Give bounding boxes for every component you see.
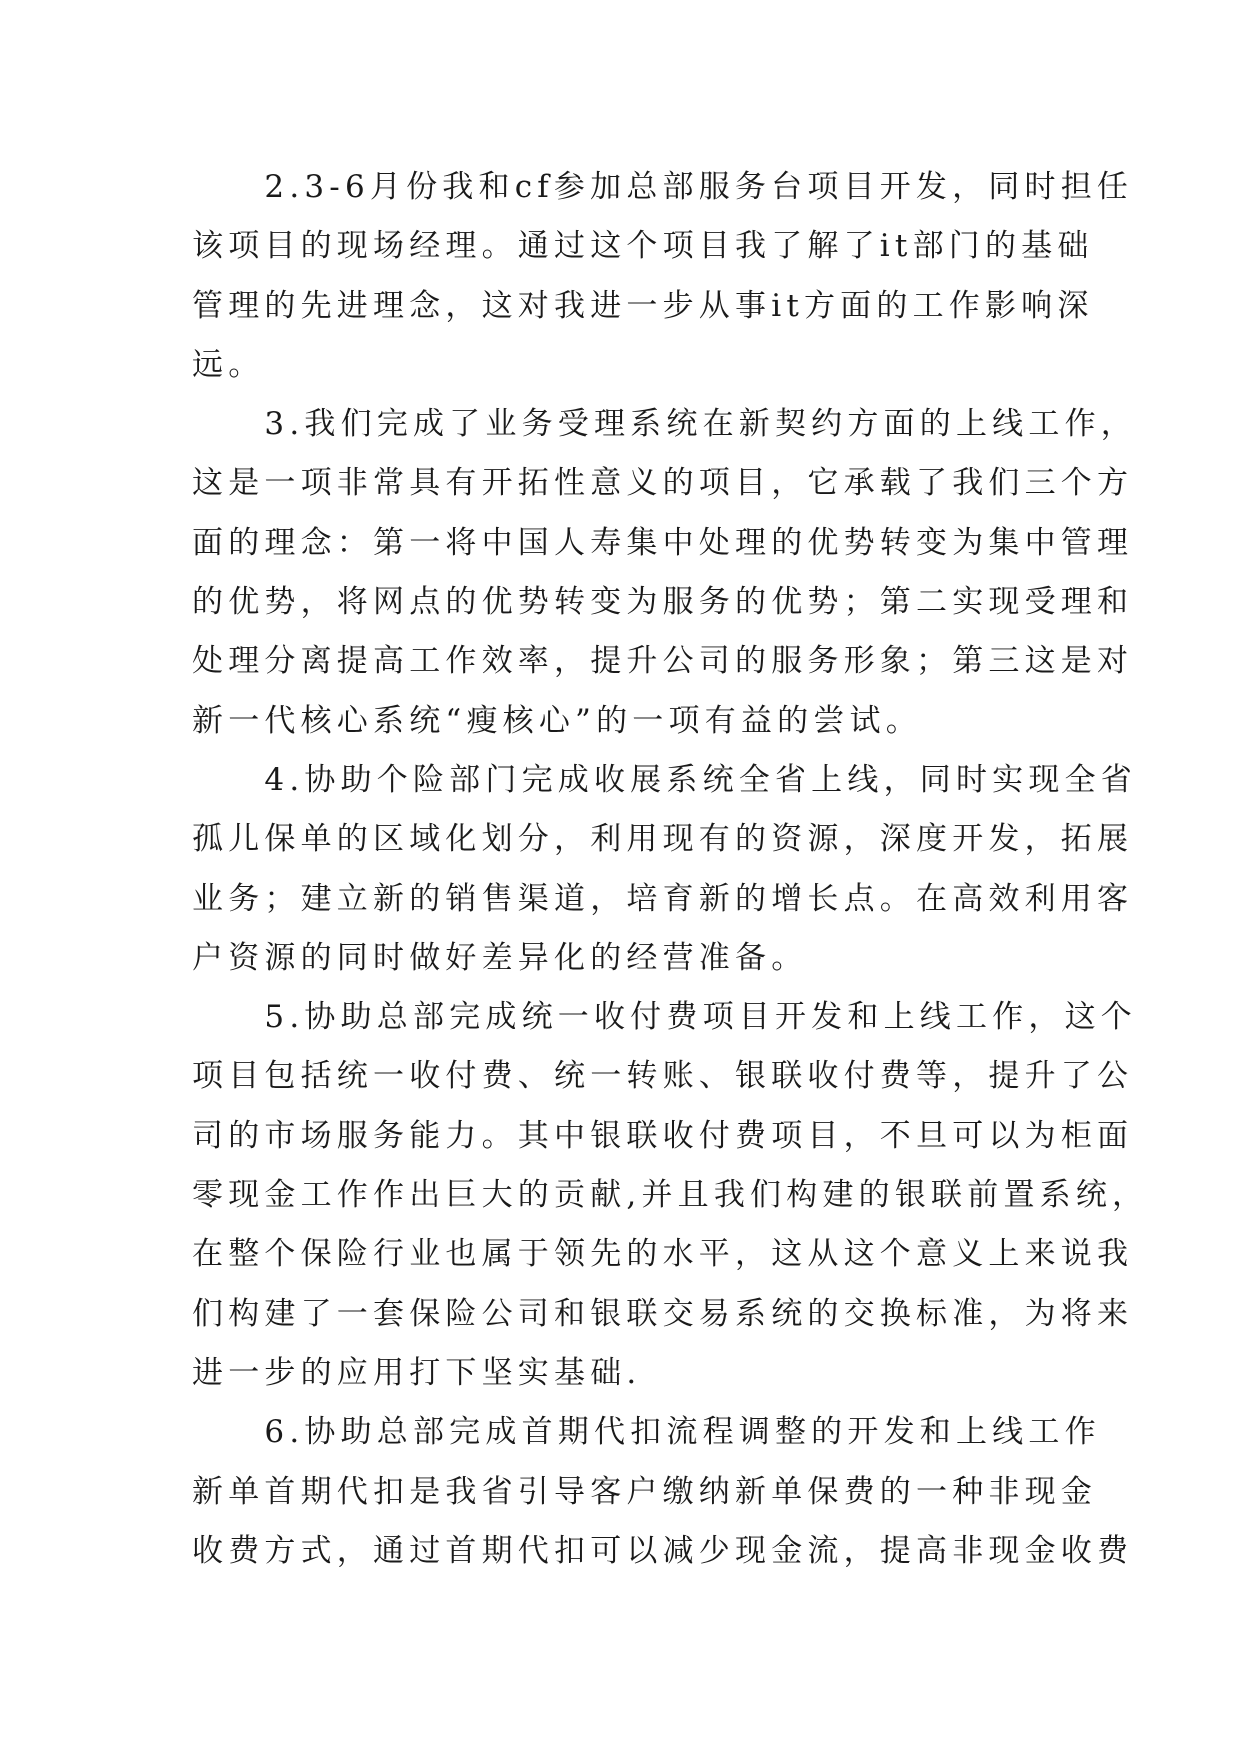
text-line: 2.3-6月份我和cf参加总部服务台项目开发，同时担任 — [192, 169, 1134, 205]
paragraph-5 — [192, 988, 1149, 1403]
text-line: 新单首期代扣是我省引导客户缴纳新单保费的一种非现金 — [192, 1473, 1097, 1510]
text-line: 处理分离提高工作效率，提升公司的服务形象；第三这是对 — [192, 643, 1134, 680]
text-line: 零现金工作作出巨大的贡献,并且我们构建的银联前置系统， — [192, 1177, 1149, 1214]
text-line: 司的市场服务能力。其中银联收付费项目，不旦可以为柜面 — [192, 1117, 1134, 1154]
paragraph-6 — [192, 1403, 1134, 1581]
text-line: 孤儿保单的区域化划分，利用现有的资源，深度开发，拓展 — [192, 821, 1134, 858]
text-line: 项目包括统一收付费、统一转账、银联收付费等，提升了公 — [192, 1058, 1134, 1095]
document-body — [192, 158, 1149, 1581]
text-line: 进一步的应用打下坚实基础. — [192, 1354, 642, 1391]
text-line: 新一代核心系统“瘦核心”的一项有益的尝试。 — [192, 702, 922, 739]
text-line: 们构建了一套保险公司和银联交易系统的交换标准，为将来 — [192, 1295, 1134, 1332]
text-line: 远。 — [192, 346, 265, 383]
text-line: 6.协助总部完成首期代扣流程调整的开发和上线工作 — [192, 1414, 1101, 1451]
text-line: 4.协助个险部门完成收展系统全省上线，同时实现全省 — [192, 761, 1137, 798]
paragraph-4 — [192, 751, 1137, 988]
text-line: 这是一项非常具有开拓性意义的项目，它承载了我们三个方 — [192, 465, 1134, 502]
text-line: 管理的先进理念，这对我进一步从事it方面的工作影响深 — [192, 287, 1094, 324]
text-line: 面的理念：第一将中国人寿集中处理的优势转变为集中管理 — [192, 524, 1134, 561]
paragraph-3 — [192, 395, 1137, 751]
text-line: 的优势，将网点的优势转变为服务的优势；第二实现受理和 — [192, 584, 1134, 621]
text-line: 3.我们完成了业务受理系统在新契约方面的上线工作， — [192, 406, 1137, 443]
text-line: 在整个保险行业也属于领先的水平，这从这个意义上来说我 — [192, 1236, 1134, 1273]
text-line: 收费方式，通过首期代扣可以减少现金流，提高非现金收费 — [192, 1532, 1134, 1569]
text-line: 业务；建立新的销售渠道，培育新的增长点。在高效利用客 — [192, 880, 1134, 917]
text-line: 5.协助总部完成统一收付费项目开发和上线工作，这个 — [192, 999, 1137, 1036]
text-line: 户资源的同时做好差异化的经营准备。 — [192, 939, 808, 976]
paragraph-2 — [192, 158, 1134, 395]
text-line: 该项目的现场经理。通过这个项目我了解了it部门的基础 — [192, 228, 1094, 265]
